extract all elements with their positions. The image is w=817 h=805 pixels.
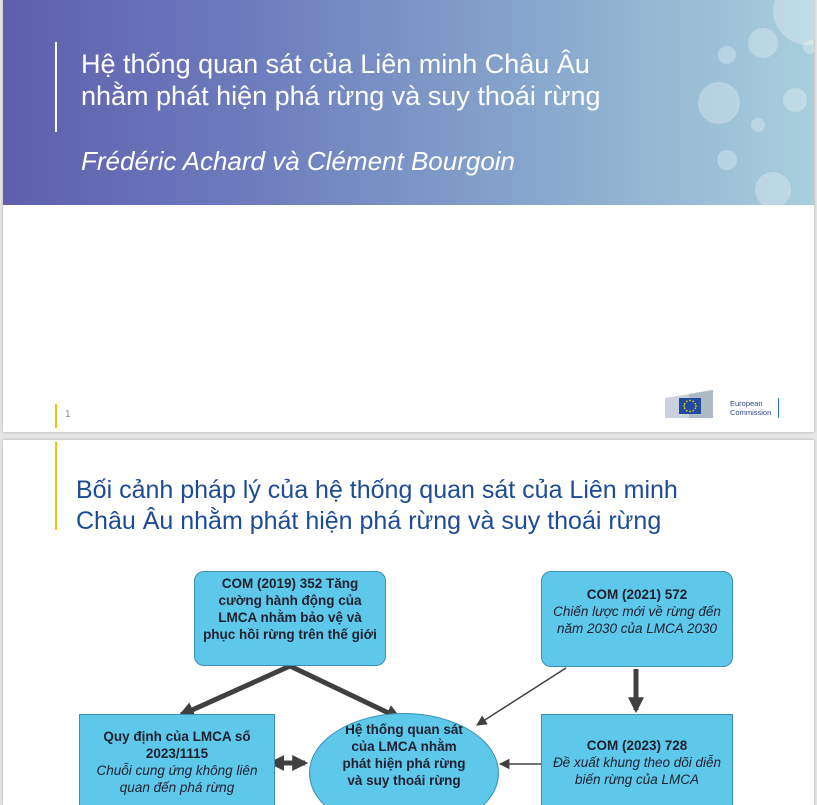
slide-1[interactable] (3, 0, 814, 432)
box-bold-text: COM (2023) 728 (586, 738, 688, 753)
box-regulation-2023-1115[interactable] (79, 714, 275, 805)
decor-bubble (783, 88, 807, 112)
footer-accent-bar (55, 404, 57, 428)
oval-bold-text: Hệ thống quan sát của LMCA nhằm phát hiện phá rừng và suy thoái rừng (342, 722, 466, 788)
title-banner (3, 0, 814, 205)
authors: Frédéric Achard và Clément Bourgoin (81, 146, 516, 176)
box-italic-text: Chuỗi cung ứng không liên quan đến phá rừng (96, 763, 258, 795)
arrow-com2019-to-system (290, 666, 399, 718)
box-com-2021-572[interactable] (541, 571, 733, 667)
box-bold-text: COM (2021) 572 (586, 587, 688, 602)
arrow-com2019-to-regulation (181, 666, 290, 715)
logo-text-line: Commission (730, 408, 772, 417)
logo-divider (778, 398, 779, 418)
title-line: nhằm phát hiện phá rừng và suy thoái rừng (81, 81, 601, 111)
decor-bubble (803, 40, 814, 54)
decor-bubble (751, 118, 765, 132)
box-bold-text: Quy định của LMCA số 2023/1115 (103, 729, 251, 761)
slide-2[interactable] (3, 440, 814, 805)
box-bold-text: COM (2019) 352 Tăng cường hành động của LMCA nhằm bảo vệ và phục hồi rừng trên thế giới (203, 576, 377, 642)
title-line: Bối cảnh pháp lý của hệ thống quan sát của Liên minh (76, 476, 678, 504)
decor-bubble (748, 28, 778, 58)
decor-bubble (717, 150, 737, 170)
slide-1-title (81, 48, 721, 112)
decor-bubble (773, 0, 814, 45)
logo-text-line: European (730, 399, 763, 408)
logo-text (730, 399, 771, 417)
title-line: Hệ thống quan sát của Liên minh Châu Âu (81, 49, 590, 79)
box-com-2023-728[interactable] (541, 714, 733, 805)
page-number: 1 (65, 409, 71, 420)
box-com-2019-352[interactable] (194, 571, 386, 666)
title-accent-bar (55, 42, 57, 132)
box-italic-text: Chiến lược mới về rừng đến năm 2030 của LMCA 2030 (553, 604, 721, 636)
box-italic-text: Đề xuất khung theo dõi diễn biến rừng của LMCA (552, 755, 722, 787)
decor-bubble (755, 172, 791, 205)
title-line: Châu Âu nhằm phát hiện phá rừng và suy thoái rừng (76, 507, 662, 535)
